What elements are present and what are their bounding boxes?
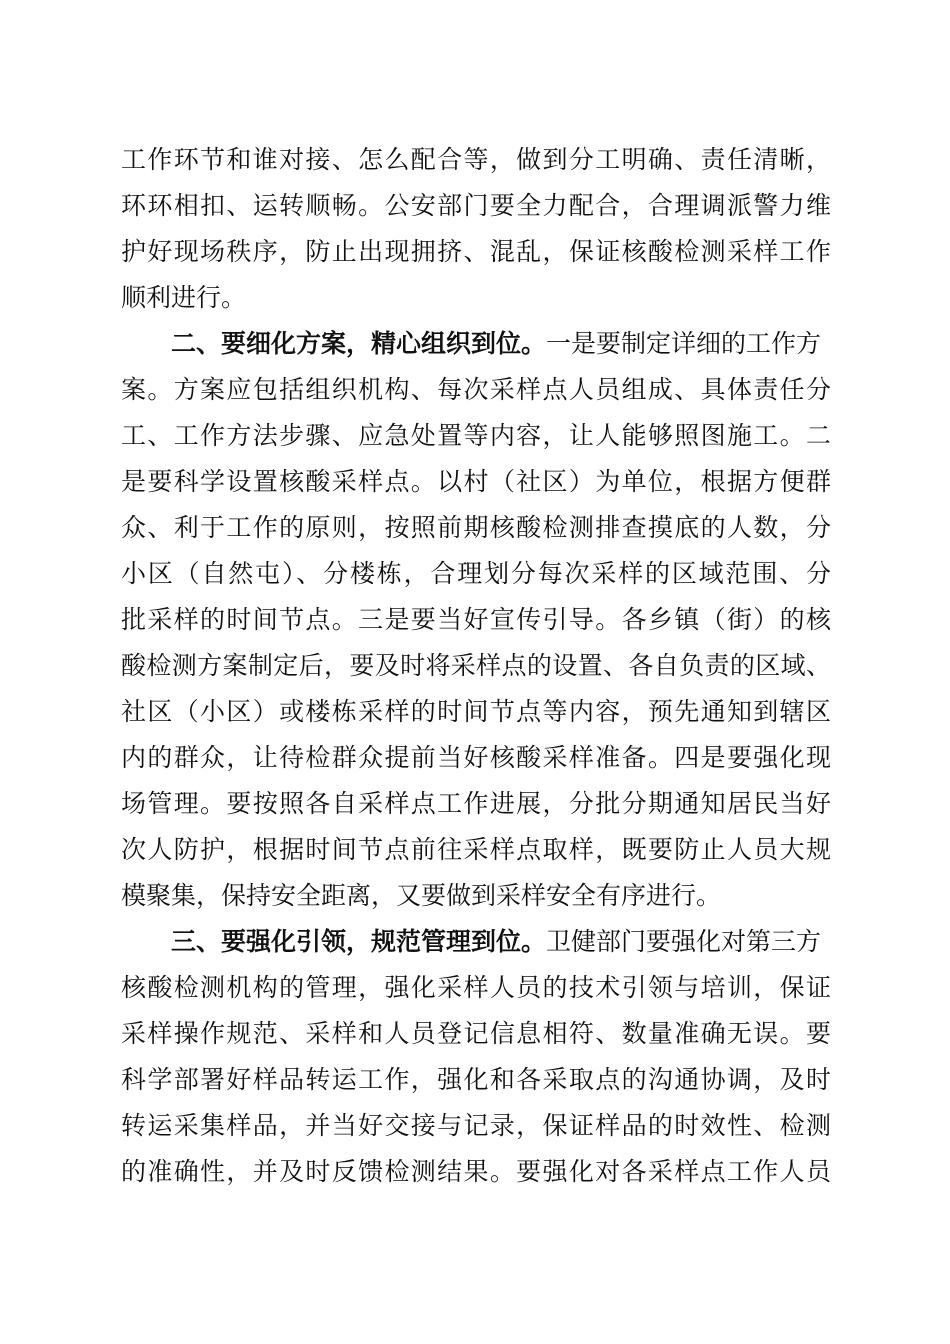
text-line: 内的群众，让待检群众提前当好核酸采样准备。四是要强化现 (121, 743, 831, 772)
text-line: 小区（自然屯）、分楼栋，合理划分每次采样的区域范围、分 (121, 559, 831, 588)
text-line: 模聚集，保持安全距离，又要做到采样安全有序进行。 (121, 881, 722, 910)
text-line: 转运采集样品，并当好交接与记录，保证样品的时效性、检测 (121, 1111, 831, 1140)
text-line: 次人防护，根据时间节点前往采样点取样，既要防止人员大规 (121, 835, 831, 864)
text-line: 案。方案应包括组织机构、每次采样点人员组成、具体责任分 (121, 375, 831, 404)
text-line: 工作环节和谁对接、怎么配合等，做到分工明确、责任清晰， (121, 145, 831, 174)
text-line: 的准确性，并及时反馈检测结果。要强化对各采样点工作人员 (121, 1157, 831, 1186)
text-line: 核酸检测机构的管理，强化采样人员的技术引领与培训，保证 (121, 973, 831, 1002)
section-2-text: 一是要制定详细的工作方 (546, 329, 822, 358)
section-2-first-line (171, 321, 831, 367)
text-line: 社区（小区）或楼栋采样的时间节点等内容，预先通知到辖区 (121, 697, 831, 726)
text-line: 是要科学设置核酸采样点。以村（社区）为单位，根据方便群 (121, 467, 831, 496)
text-line: 护好现场秩序，防止出现拥挤、混乱，保证核酸检测采样工作 (121, 237, 831, 266)
section-2-heading: 二、要细化方案，精心组织到位。 (171, 329, 547, 358)
text-line: 顺利进行。 (121, 283, 247, 312)
text-line: 科学部署好样品转运工作，强化和各采取点的沟通协调，及时 (121, 1065, 831, 1094)
text-line: 采样操作规范、采样和人员登记信息相符、数量准确无误。要 (121, 1019, 831, 1048)
text-line: 众、利于工作的原则，按照前期核酸检测排查摸底的人数，分 (121, 513, 831, 542)
text-line: 批采样的时间节点。三是要当好宣传引导。各乡镇（街）的核 (121, 605, 831, 634)
text-line: 场管理。要按照各自采样点工作进展，分批分期通知居民当好 (121, 789, 831, 818)
text-line: 工、工作方法步骤、应急处置等内容，让人能够照图施工。二 (121, 421, 831, 450)
section-3-first-line (171, 919, 831, 965)
section-3-heading: 三、要强化引领，规范管理到位。 (171, 927, 547, 956)
text-line: 环环相扣、运转顺畅。公安部门要全力配合，合理调派警力维 (121, 191, 831, 220)
section-3-text: 卫健部门要强化对第三方 (546, 927, 822, 956)
text-line: 酸检测方案制定后，要及时将采样点的设置、各自负责的区域、 (121, 651, 831, 680)
